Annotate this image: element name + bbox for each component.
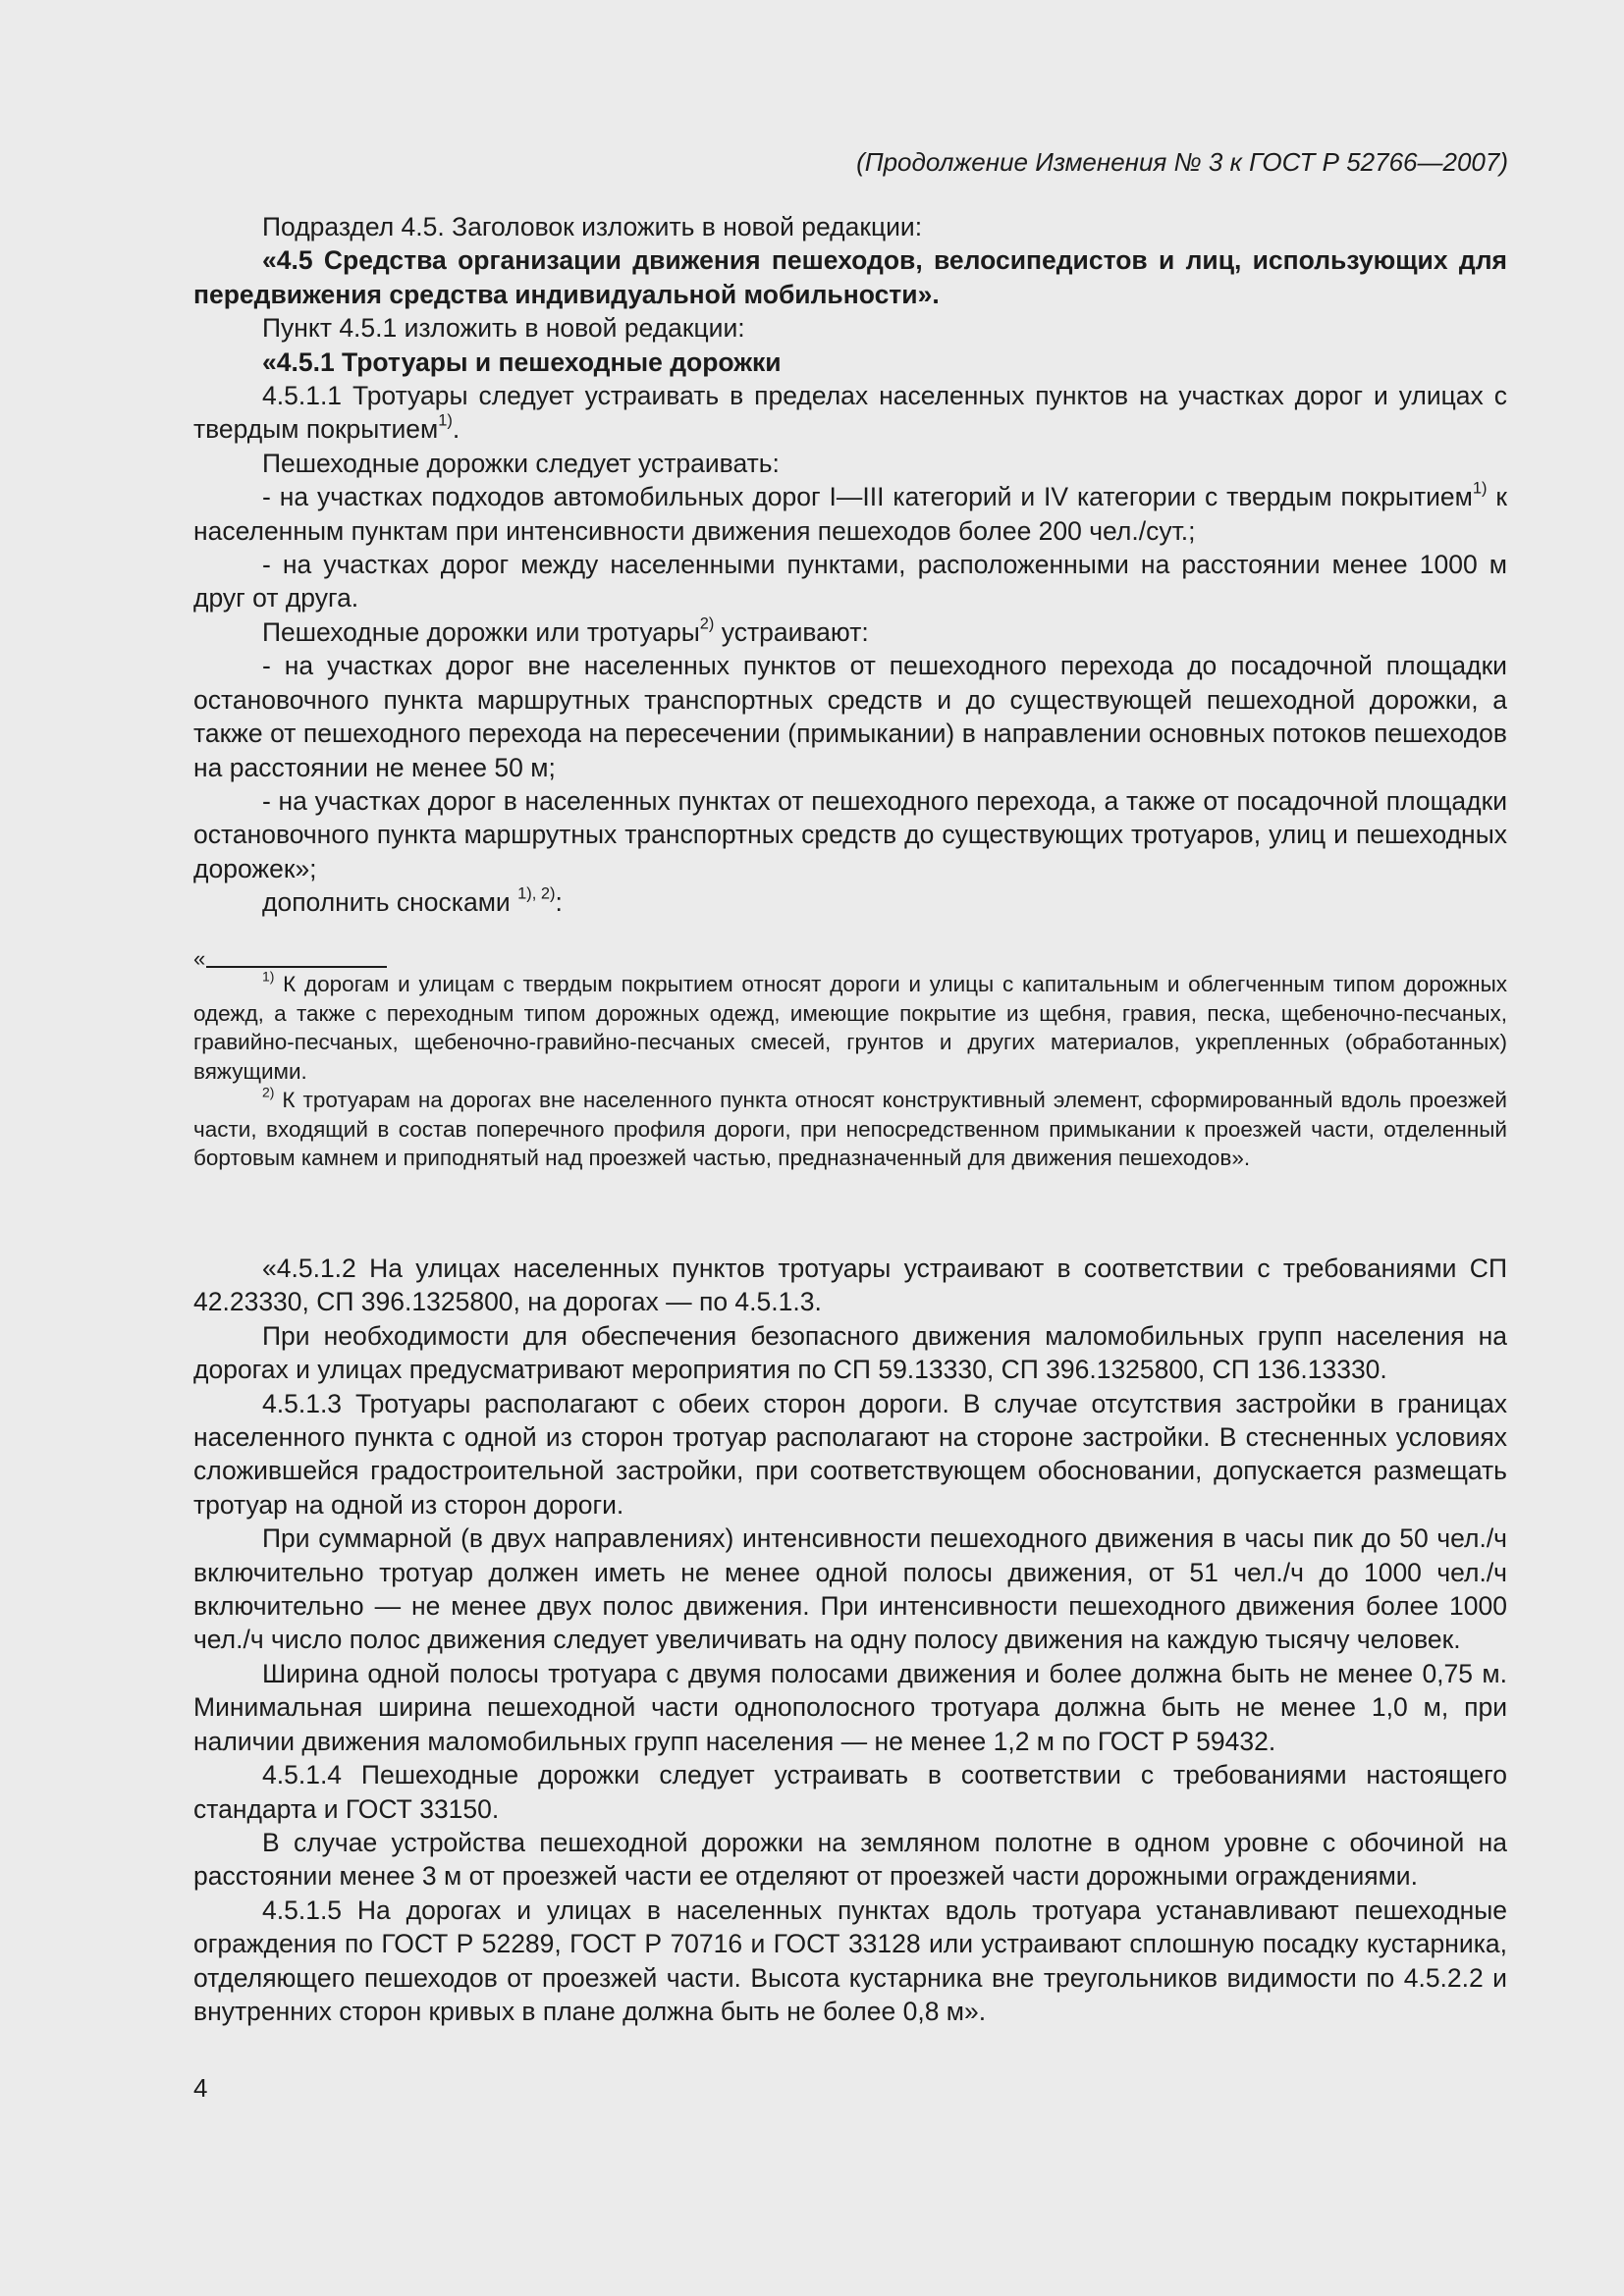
paragraph-text: Пешеходные дорожки или тротуары	[262, 616, 700, 647]
paragraph	[193, 615, 1507, 649]
paragraph: Ширина одной полосы тротуара с двумя полосами движения и более должна быть не менее 0,75 м. Минимальная ширина пешеходной части однополосного тротуара должна быть не менее 1,0 м, при наличии движения маломобильных групп населения — не менее 1,2 м по ГОСТ Р 59432.	[193, 1658, 1507, 1756]
footnote-2	[193, 1086, 1507, 1173]
subsection-heading-4-5-1: «4.5.1 Тротуары и пешеходные дорожки	[262, 347, 782, 377]
paragraph: Подраздел 4.5. Заголовок изложить в новой редакции:	[262, 212, 923, 241]
paragraph: Пункт 4.5.1 изложить в новой редакции:	[262, 313, 745, 344]
paragraph-text: устраивают:	[714, 616, 869, 647]
list-item: - на участках дорог вне населенных пунктов от пешеходного перехода до посадочной площадки остановочного пункта маршрутных транспортных средств и до существующей пешеходной дорожки, а также от пешеходного перехода на пересечении (примыкании) в направлении основных потоков пешеходов на расстоянии не менее 50 м;	[193, 651, 1507, 782]
section-heading-4-5: «4.5 Средства организации движения пешеходов, велосипедистов и лиц, использующих для передвижения средства индивидуальной мобильности».	[193, 245, 1507, 309]
paragraph: При суммарной (в двух направлениях) интенсивности пешеходного движения в часы пик до 50 чел./ч включительно тротуар должен иметь не менее одной полосы движения, от 51 чел./ч до 1000 чел./ч включительно — не менее двух полос движения. При интенсивности пешеходного движения более 1000 чел./ч число полос движения следует увеличивать на одну полосу движения на каждую тысячу человек.	[193, 1523, 1507, 1655]
paragraph-text: - на участках подходов автомобильных дорог I—III категорий и IV категории с твердым покрытием	[262, 482, 1473, 512]
paragraph: В случае устройства пешеходной дорожки на земляном полотне в одном уровне с обочиной на расстоянии менее 3 м от проезжей части ее отделяют от проезжей части дорожными ограждениями.	[193, 1827, 1507, 1892]
footnote-1	[193, 970, 1507, 1086]
paragraph-text: к населенным пунктам при интенсивности движения пешеходов более 200 чел./сут.;	[193, 482, 1507, 546]
footnote-mark: 1)	[262, 968, 275, 985]
section-4-5-1-2-text	[193, 1252, 1507, 2028]
footnotes	[193, 946, 1507, 1173]
paragraph	[193, 379, 1507, 447]
list-item: - на участках дорог между населенными пунктами, расположенными на расстоянии менее 1000 м друг от друга.	[193, 550, 1507, 614]
paragraph-text: дополнить сносками	[262, 887, 518, 918]
paragraph	[193, 885, 1507, 919]
footnote-mark: 2)	[262, 1084, 275, 1100]
paragraph-text: .	[452, 414, 460, 445]
footnote-separator	[193, 946, 1507, 971]
footnote-ref: 1)	[438, 412, 453, 431]
list-item: - на участках дорог в населенных пунктах от пешеходного перехода, а также от посадочной площадки остановочного пункта маршрутных транспортных средств до существующих тротуаров, улиц и пешеходных дорожек»;	[193, 785, 1507, 883]
paragraph: 4.5.1.4 Пешеходные дорожки следует устраивать в соответствии с требованиями настоящего стандарта и ГОСТ 33150.	[193, 1760, 1507, 1824]
paragraph-text: :	[555, 887, 563, 918]
footnote-text: К тротуарам на дорогах вне населенного пункта относят конструктивный элемент, сформированный вдоль проезжей части, входящий в состав поперечного профиля дороги, при непосредственном примыкании к проезжей части, отделенный бортовым камнем и приподнятый над проезжей частью, предназначенный для движения пешеходов».	[193, 1088, 1507, 1170]
section-4-5-text	[193, 210, 1507, 920]
footnote-ref: 2)	[699, 614, 715, 633]
page-number: 4	[193, 2073, 208, 2103]
paragraph-text: 4.5.1.1 Тротуары следует устраивать в пределах населенных пунктов на участках дорог и улицах с твердым покрытием	[193, 381, 1507, 445]
list-item	[193, 480, 1507, 548]
paragraph: При необходимости для обеспечения безопасного движения маломобильных групп населения на дорогах и улицах предусматривают мероприятия по СП 59.13330, СП 396.1325800, СП 136.13330.	[193, 1320, 1507, 1385]
paragraph: 4.5.1.3 Тротуары располагают с обеих сторон дороги. В случае отсутствия застройки в границах населенного пункта с одной из сторон тротуар располагают на стороне застройки. В стесненных условиях сложившейся градостроительной застройки, при соответствующем обосновании, допускается размещать тротуар на одной из сторон дороги.	[193, 1388, 1507, 1520]
footnote-rule	[206, 966, 387, 968]
paragraph: Пешеходные дорожки следует устраивать:	[262, 448, 780, 478]
footnote-ref: 1)	[1472, 479, 1488, 498]
page-header: (Продолжение Изменения № 3 к ГОСТ Р 52766—2007)	[856, 147, 1508, 177]
open-quote: «	[193, 946, 206, 971]
paragraph: «4.5.1.2 На улицах населенных пунктов тротуары устраивают в соответствии с требованиями СП 42.23330, СП 396.1325800, на дорогах — по 4.5.1.3.	[193, 1254, 1507, 1317]
footnote-ref: 1), 2)	[517, 884, 556, 903]
paragraph: 4.5.1.5 На дорогах и улицах в населенных пунктах вдоль тротуара устанавливают пешеходные ограждения по ГОСТ Р 52289, ГОСТ Р 70716 и ГОСТ 33128 или устраивают сплошную посадку кустарника, отделяющего пешеходов от проезжей части. Высота кустарника вне треугольников видимости по 4.5.2.2 и внутренних сторон кривых в плане должна быть не более 0,8 м».	[193, 1895, 1507, 2026]
footnote-text: К дорогам и улицам с твердым покрытием относят дороги и улицы с капитальным и облегченным типом дорожных одежд, а также с переходным типом дорожных одежд, имеющие покрытие из щебня, гравия, песка, щебеночно-песчаных, гравийно-песчаных, щебеночно-гравийно-песчаных смесей, грунтов и других материалов, укрепленных (обработанных) вяжущими.	[193, 972, 1507, 1084]
